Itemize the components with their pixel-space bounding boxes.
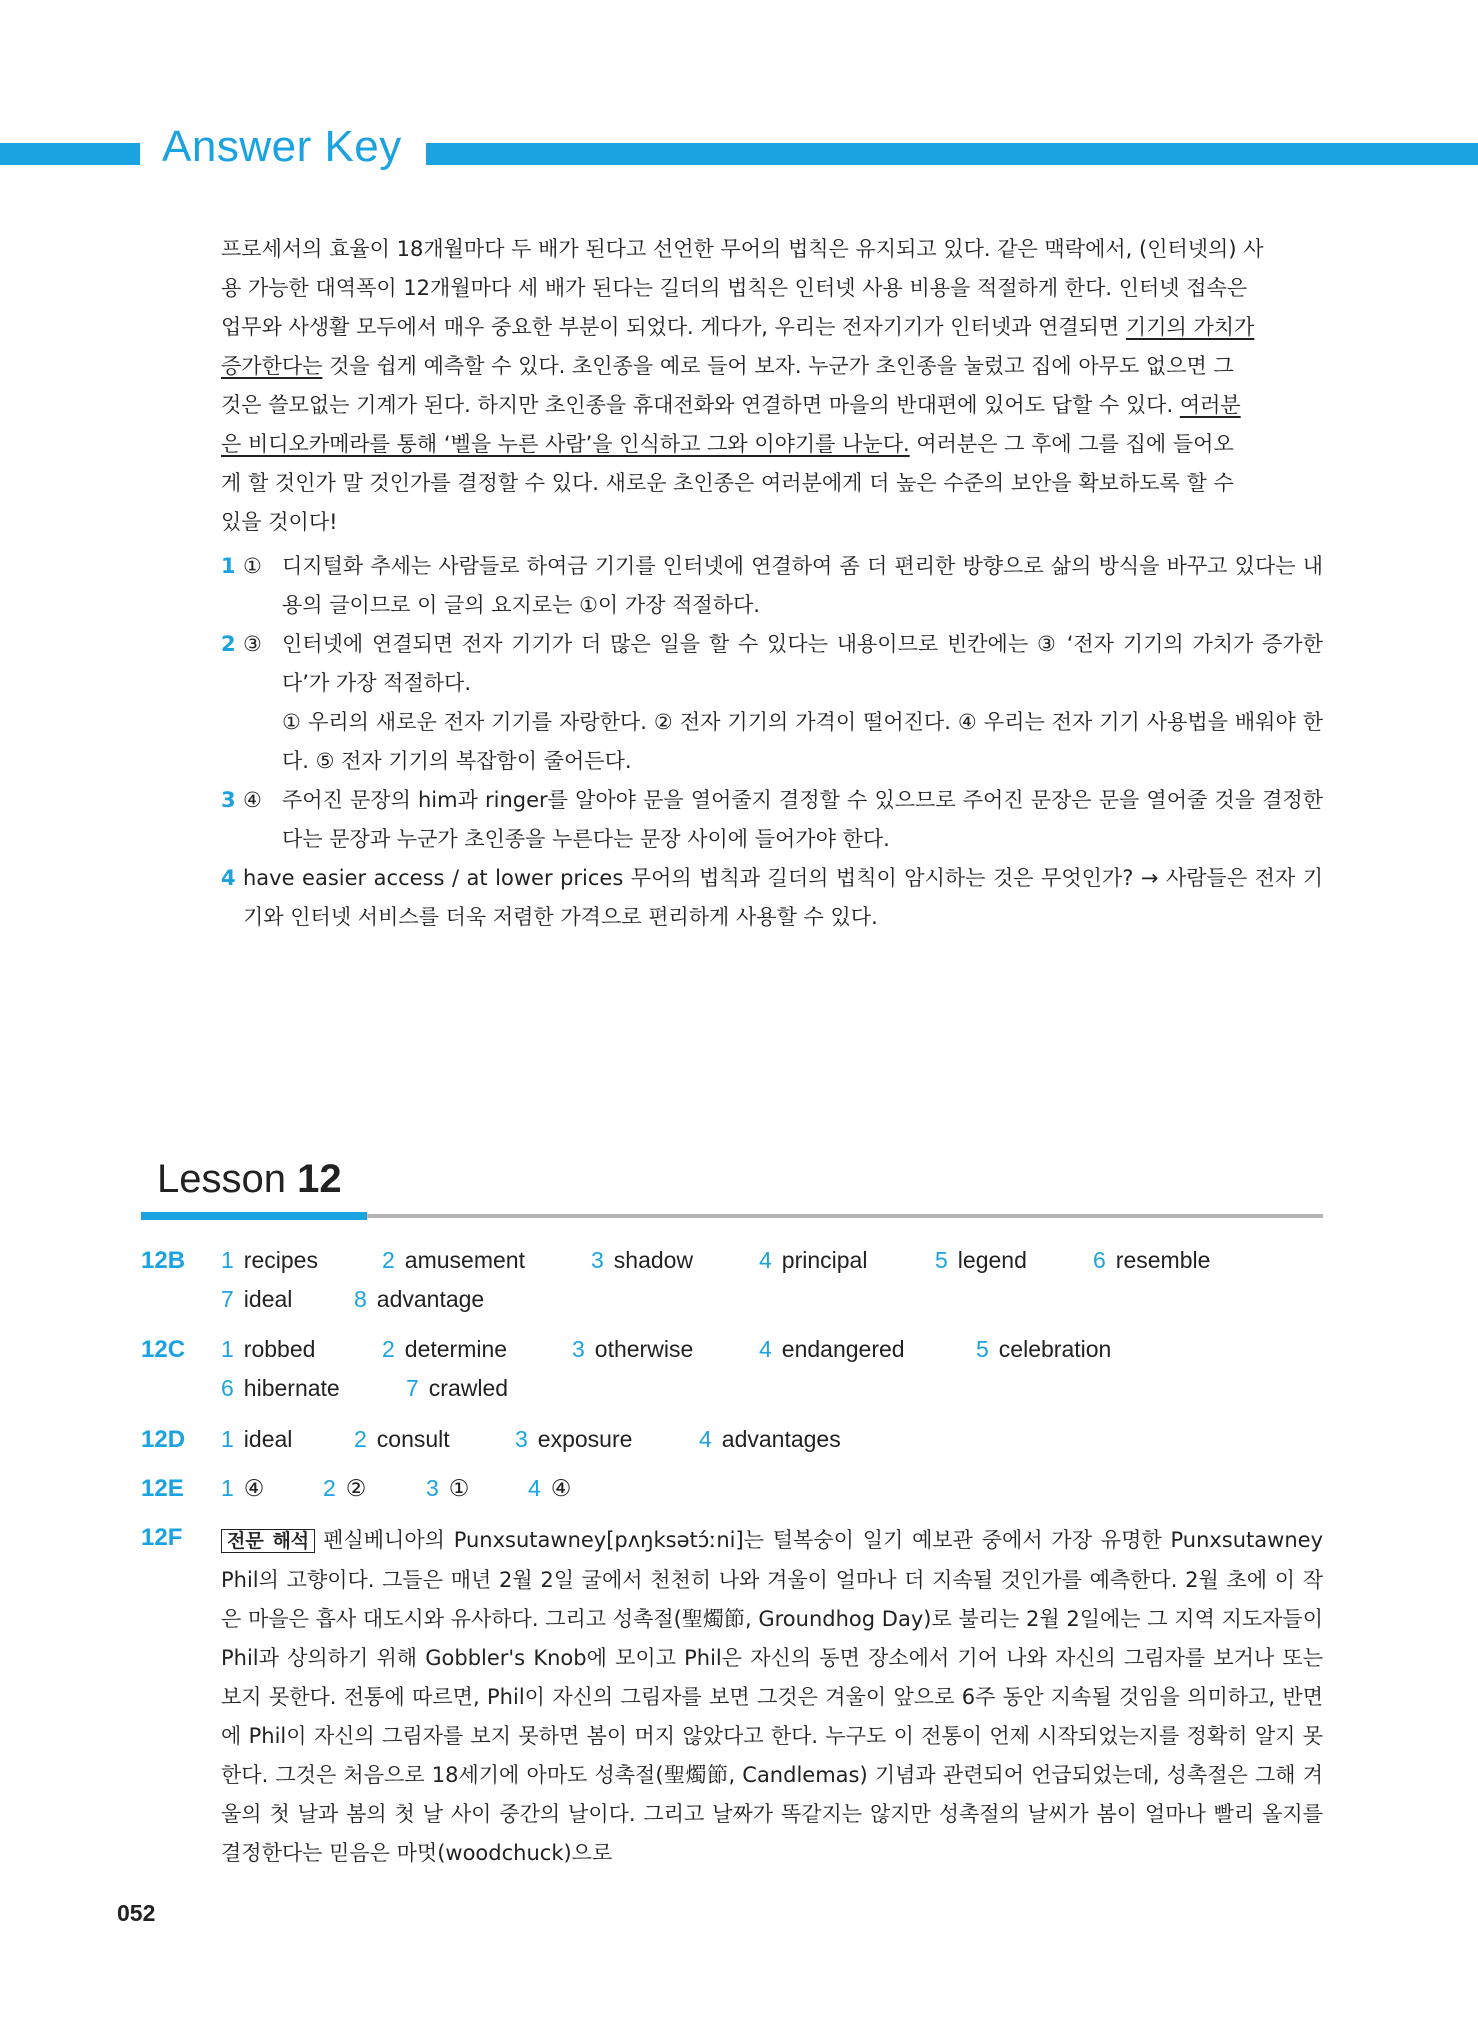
passage-line: 용 가능한 대역폭이 12개월마다 세 배가 된다는 길더의 법칙은 인터넷 사용 비용을 적절하게 한다. 인터넷 접속은 <box>221 276 1248 300</box>
section-label-12d: 12D <box>141 1426 186 1453</box>
vocab-item: 2 amusement <box>382 1247 525 1273</box>
underlined-phrase: 여러분 <box>1179 393 1241 417</box>
vocab-item: 1 recipes <box>221 1247 318 1273</box>
passage-line: 은 비디오카메라를 통해 ‘벨을 누른 사람’을 인식하고 그와 이야기를 나눈다. 여러분은 그 후에 그를 집에 들어오 <box>221 432 1234 456</box>
answer-explanation: 디지털화 추세는 사람들로 하여금 기기를 인터넷에 연결하여 좀 더 편리한 방향으로 삶의 방식을 바꾸고 있다는 내용의 글이므로 이 글의 요지로는 ①이 가장 적절하다. <box>282 554 1323 617</box>
answer-number: 3 <box>221 788 236 812</box>
answer-mark: ① <box>243 554 262 578</box>
section-label-12e: 12E <box>141 1475 184 1502</box>
underlined-phrase: 기기의 가치가 <box>1125 315 1255 339</box>
answer-choices-translation: ① 우리의 새로운 전자 기기를 자랑한다. ② 전자 기기의 가격이 떨어진다. ④ 우리는 전자 기기 사용법을 배워야 한다. ⑤ 전자 기기의 복잡함이 줄어든다. <box>282 710 1323 773</box>
vocab-item: 1 ④ <box>221 1475 265 1501</box>
vocab-item: 1 ideal <box>221 1426 293 1452</box>
answer-explanation: 인터넷에 연결되면 전자 기기가 더 많은 일을 할 수 있다는 내용이므로 빈칸에는 ③ ‘전자 기기의 가치가 증가한다’가 가장 적절하다. <box>282 632 1323 695</box>
page-header-title: Answer Key <box>162 122 402 171</box>
answer-item-2 <box>221 625 1323 781</box>
vocab-item: 3 ① <box>426 1475 470 1501</box>
vocab-item: 3 exposure <box>515 1426 633 1452</box>
answer-number: 2 <box>221 632 236 656</box>
answer-item-1 <box>221 547 1323 625</box>
section-label-12b: 12B <box>141 1247 186 1274</box>
vocab-item: 7 crawled <box>406 1375 509 1401</box>
vocab-item: 2 consult <box>354 1426 450 1452</box>
page-number: 052 <box>117 1900 156 1926</box>
passage-line: 것은 쓸모없는 기계가 된다. 하지만 초인종을 휴대전화와 연결하면 마을의 반대편에 있어도 답할 수 있다. 여러분 <box>221 393 1241 417</box>
passage-line: 증가한다는 것을 쉽게 예측할 수 있다. 초인종을 예로 들어 보자. 누군가 초인종을 눌렀고 집에 아무도 없으면 그 <box>221 354 1234 378</box>
vocab-item: 6 resemble <box>1093 1247 1211 1273</box>
answer-number: 4 <box>221 866 236 890</box>
answer-mark: ③ <box>243 632 262 656</box>
vocab-item: 4 ④ <box>528 1475 572 1501</box>
lesson-underline-rule <box>367 1214 1323 1218</box>
vocab-item: 8 advantage <box>354 1286 485 1312</box>
vocab-item: 4 principal <box>759 1247 868 1273</box>
answer-item-4 <box>221 859 1323 937</box>
passage-translation <box>221 230 1323 542</box>
vocab-item: 4 advantages <box>699 1426 841 1452</box>
vocab-item: 2 determine <box>382 1336 508 1362</box>
vocab-item: 4 endangered <box>759 1336 905 1362</box>
vocab-item: 3 otherwise <box>572 1336 694 1362</box>
passage-line: 있을 것이다! <box>221 510 338 534</box>
answer-number: 1 <box>221 554 236 578</box>
vocab-item: 6 hibernate <box>221 1375 340 1401</box>
vocab-item: 3 shadow <box>591 1247 694 1273</box>
answer-explanation: 주어진 문장의 him과 ringer를 알아야 문을 열어줄지 결정할 수 있으므로 주어진 문장은 문을 열어줄 것을 결정한다는 문장과 누군가 초인종을 누른다는 문장 사이에 들어가야 한다. <box>282 788 1323 851</box>
underlined-phrase: 은 비디오카메라를 통해 ‘벨을 누른 사람’을 인식하고 그와 이야기를 나눈다. <box>221 432 910 456</box>
passage-line: 업무와 사생활 모두에서 매우 중요한 부분이 되었다. 게다가, 우리는 전자기기가 인터넷과 연결되면 기기의 가치가 <box>221 315 1255 339</box>
vocab-item: 5 legend <box>935 1247 1027 1273</box>
vocab-item: 1 robbed <box>221 1336 316 1362</box>
section-label-12f: 12F <box>141 1524 183 1551</box>
header-bar-right <box>426 143 1478 165</box>
lesson-title: Lesson 12 <box>157 1157 342 1201</box>
full-translation <box>221 1521 1323 1873</box>
passage-line: 게 할 것인가 말 것인가를 결정할 수 있다. 새로운 초인종은 여러분에게 더 높은 수준의 보안을 확보하도록 할 수 <box>221 471 1234 495</box>
answer-explanation: have easier access / at lower prices 무어의 법칙과 길더의 법칙이 암시하는 것은 무엇인가? → 사람들은 전자 기기와 인터넷 서비스를 더욱 저렴한 가격으로 편리하게 사용할 수 있다. <box>243 866 1323 929</box>
passage-line: 프로세서의 효율이 18개월마다 두 배가 된다고 선언한 무어의 법칙은 유지되고 있다. 같은 맥락에서, (인터넷의) 사 <box>221 237 1264 261</box>
vocab-item: 7 ideal <box>221 1286 293 1312</box>
vocab-item: 5 celebration <box>976 1336 1112 1362</box>
answer-item-3 <box>221 781 1323 859</box>
section-label-12c: 12C <box>141 1336 186 1363</box>
lesson-underline-accent <box>141 1212 367 1220</box>
header-bar-left <box>0 143 140 165</box>
answer-mark: ④ <box>243 788 262 812</box>
vocab-item: 2 ② <box>323 1475 367 1501</box>
underlined-phrase: 증가한다는 <box>221 354 323 378</box>
translation-text: 펜실베니아의 Punxsutawney[pʌŋksətɔ́ːni]는 털복숭이 일기 예보관 중에서 가장 유명한 Punxsutawney Phil의 고향이다. 그들은 매년 2월 2일 굴에서 천천히 나와 겨울이 얼마나 더 지속될 것인가를 예측한다. 2월 초에 이 작은 마을은 흡사 대도시와 유사하다. 그리고 성촉절(聖燭節, Groundhog Day)로 불리는 2월 2일에는 그 지역 지도자들이 Phil과 상의하기 위해 Gobbler's Knob에 모이고 Phil은 자신의 동면 장소에서 기어 나와 자신의 그림자를 보거나 또는 보지 못한다. 전통에 따르면, Phil이 자신의 그림자를 보면 그것은 겨울이 앞으로 6주 동안 지속될 것임을 의미하고, 반면에 Phil이 자신의 그림자를 보지 못하면 봄이 머지 않았다고 한다. 누구도 이 전통이 언제 시작되었는지를 정확히 알지 못한다. 그것은 처음으로 18세기에 아마도 성촉절(聖燭節, Candlemas) 기념과 관련되어 언급되었는데, 성촉절은 그해 겨울의 첫 날과 봄의 첫 날 사이 중간의 날이다. 그리고 날짜가 똑같지는 않지만 성촉절의 날씨가 봄이 얼마나 빨리 올지를 결정한다는 믿음은 마멋(woodchuck)으로 <box>221 1528 1323 1865</box>
translation-box-label: 전문 해석 <box>221 1529 315 1553</box>
